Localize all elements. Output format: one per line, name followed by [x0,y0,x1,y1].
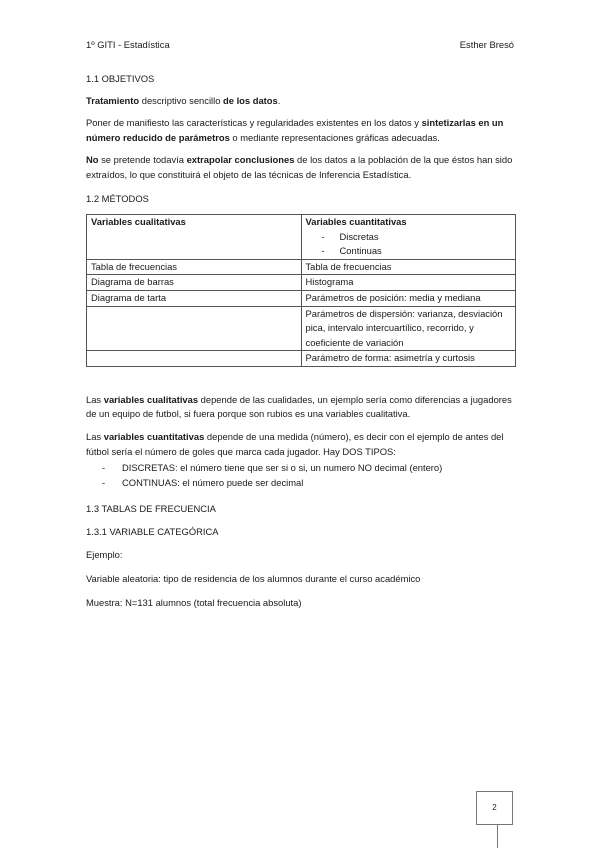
paragraph-cualitativas: Las variables cualitativas depende de las cualidades, un ejemplo sería como diferencias a jugadores de un equipo de futbol, si fuera porque son rubios es una variables cualitativa. [86,393,512,420]
list-item: - CONTINUAS: el número puede ser decimal [102,476,304,488]
subsection-heading-categorica: 1.3.1 VARIABLE CATEGÓRICA [86,525,219,537]
paragraph-cuantitativas: Las variables cuantitativas depende de una medida (número), es decir con el ejemplo de antes del fútbol sería el número de goles que marca cada jugador. Hay DOS TIPOS: [86,430,504,457]
list-item: - Discretas [321,230,379,242]
table-cell [87,306,302,351]
table-cell: Tabla de frecuencias [301,259,516,275]
variable-types-list [86,461,516,490]
paragraph-poner: Poner de manifiesto las características y regularidades existentes en los datos y sintetizarlas en un número reducido de parámetros o mediante representaciones gráficas adecuadas. [86,117,504,143]
table-row [87,275,516,291]
table-header-cuantitativas: Variables cuantitativas - Discretas - Continuas [301,215,516,260]
table-cell: Diagrama de tarta [87,290,302,306]
table-cell [87,351,302,367]
list-item: - DISCRETAS: el número tiene que ser si o si, un numero NO decimal (entero) [102,462,443,474]
paragraph-tratamiento: Tratamiento descriptivo sencillo de los datos. [86,94,281,106]
table-header-cualitativas: Variables cualitativas [87,215,302,260]
table-cell: Tabla de frecuencias [87,259,302,275]
section-heading-tablas: 1.3 TABLAS DE FRECUENCIA [86,503,216,515]
table-cell: Diagrama de barras [87,275,302,291]
table-row [87,259,516,275]
page-number: 2 [476,791,513,825]
table-header-row [87,215,516,260]
text-line: Variable aleatoria: tipo de residencia de los alumnos durante el curso académico [86,573,421,585]
table-cell: Parámetros de dispersión: varianza, desviación pica, intervalo intercuartílico, recorrido, y coeficiente de variación [301,306,516,351]
methods-table [86,214,516,367]
page-number-divider [497,824,498,848]
page-content [86,72,516,618]
paragraph-extrapolar: No se pretende todavía extrapolar conclusiones de los datos a la población de la que éstos han sido extraídos, lo que constituirá el objeto de las técnicas de Inferencia Estadística. [86,154,513,180]
table-cell: Histograma [301,275,516,291]
header-course: 1º GITI - Estadística [86,39,170,50]
text-line: Ejemplo: [86,549,123,561]
header-author: Esther Bresó [459,39,514,50]
table-row [87,351,516,367]
table-row [87,290,516,306]
section-heading-objetivos: 1.1 OBJETIVOS [86,73,155,84]
table-cell: Parámetros de posición: media y mediana [301,290,516,306]
table-row [87,306,516,351]
text-line: Muestra: N=131 alumnos (total frecuencia absoluta) [86,596,302,608]
table-cell: Parámetro de forma: asimetría y curtosis [301,351,516,367]
list-item: - Continuas [321,245,382,257]
section-heading-metodos: 1.2 MÉTODOS [86,193,149,205]
